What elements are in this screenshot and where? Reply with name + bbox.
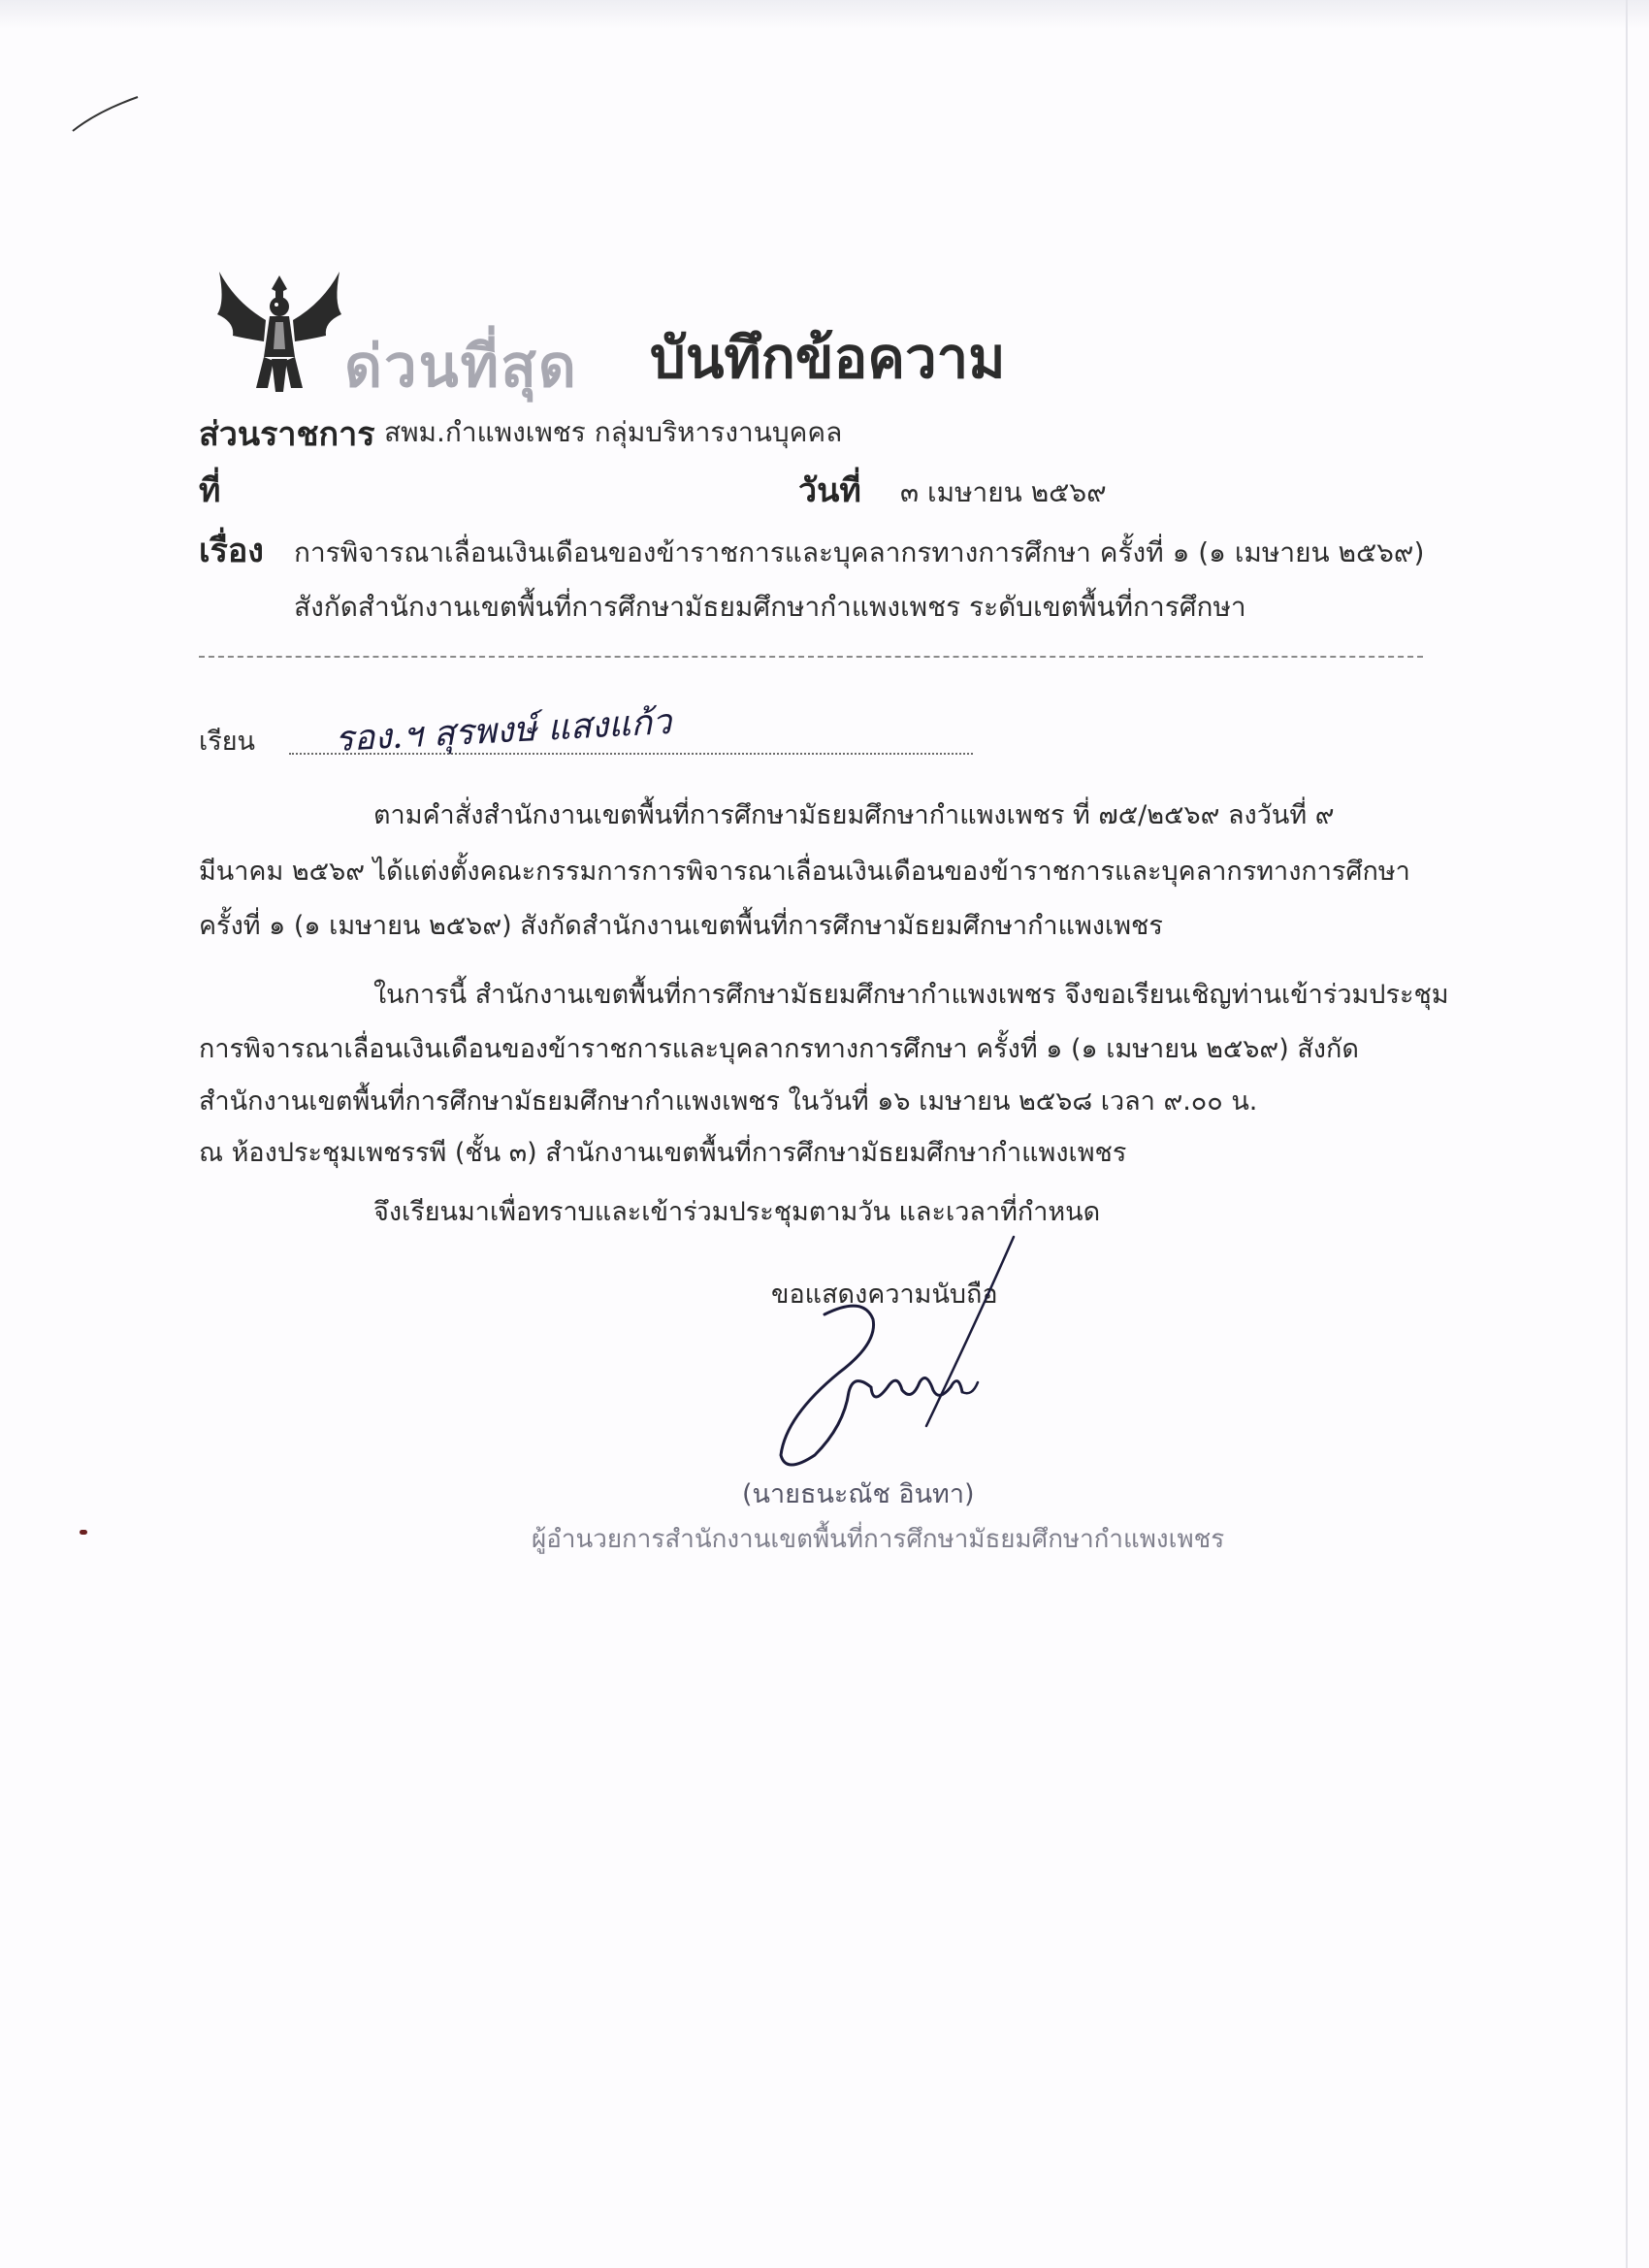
agency-value: สพม.กำแพงเพชร กลุ่มบริหารงานบุคคล — [384, 416, 843, 448]
subject-line-2: สังกัดสำนักงานเขตพื้นที่การศึกษามัธยมศึกษากำแพงเพชร ระดับเขตพื้นที่การศึกษา — [294, 591, 1246, 623]
paragraph-2-line-4: ณ ห้องประชุมเพชรรพี (ชั้น ๓) สำนักงานเขตพื้นที่การศึกษามัธยมศึกษากำแพงเพชร — [199, 1138, 1127, 1168]
recipient-dotted-line — [289, 753, 973, 755]
paragraph-2-line-1: ในการนี้ สำนักงานเขตพื้นที่การศึกษามัธยมศึกษากำแพงเพชร จึงขอเรียนเชิญท่านเข้าร่วมประชุม — [373, 980, 1449, 1010]
agency-label: ส่วนราชการ — [199, 415, 375, 454]
scan-edge-line — [1626, 0, 1628, 2268]
scan-top-shadow — [0, 0, 1649, 29]
date-label: วันที่ — [798, 471, 861, 510]
paragraph-1-line-2: มีนาคม ๒๕๖๙ ได้แต่งตั้งคณะกรรมการการพิจารณาเลื่อนเงินเดือนของข้าราชการและบุคลากรทางการศึกษา — [199, 857, 1410, 887]
closing-text: ขอแสดงความนับถือ — [771, 1280, 998, 1310]
date-value: ๓ เมษายน ๒๕๖๙ — [900, 476, 1107, 508]
paragraph-1-line-3: ครั้งที่ ๑ (๑ เมษายน ๒๕๖๙) สังกัดสำนักงานเขตพื้นที่การศึกษามัธยมศึกษากำแพงเพชร — [199, 911, 1163, 941]
paragraph-3: จึงเรียนมาเพื่อทราบและเข้าร่วมประชุมตามวัน และเวลาที่กำหนด — [373, 1197, 1101, 1227]
handwritten-recipient: รอง.ฯ สุรพงษ์ แสงแก้ว — [334, 701, 673, 761]
subject-line-1: การพิจารณาเลื่อนเงินเดือนของข้าราชการและบุคลากรทางการศึกษา ครั้งที่ ๑ (๑ เมษายน ๒๕๖๙) — [294, 536, 1425, 568]
pen-stroke-mark — [68, 92, 146, 136]
paragraph-1-line-1: ตามคำสั่งสำนักงานเขตพื้นที่การศึกษามัธยมศึกษากำแพงเพชร ที่ ๗๕/๒๕๖๙ ลงวันที่ ๙ — [373, 800, 1335, 830]
garuda-emblem-icon — [211, 264, 347, 400]
memo-title: บันทึกข้อความ — [650, 325, 1006, 391]
salutation-label: เรียน — [199, 727, 256, 757]
subject-label: เรื่อง — [199, 532, 264, 570]
ref-label: ที่ — [199, 471, 221, 510]
urgent-stamp: ด่วนที่สุด — [344, 333, 578, 401]
ink-dot-mark — [80, 1530, 87, 1535]
paragraph-2-line-3: สำนักงานเขตพื้นที่การศึกษามัธยมศึกษากำแพงเพชร ในวันที่ ๑๖ เมษายน ๒๕๖๘ เวลา ๙.๐๐ น. — [199, 1086, 1258, 1117]
signer-name: (นายธนะณัช อินทา) — [742, 1479, 975, 1509]
handwritten-signature — [757, 1227, 1048, 1489]
header-divider — [199, 656, 1423, 658]
paragraph-2-line-2: การพิจารณาเลื่อนเงินเดือนของข้าราชการและบุคลากรทางการศึกษา ครั้งที่ ๑ (๑ เมษายน ๒๕๖๙) สังกัด — [199, 1034, 1359, 1064]
signer-position: ผู้อำนวยการสำนักงานเขตพื้นที่การศึกษามัธยมศึกษากำแพงเพชร — [532, 1525, 1225, 1554]
